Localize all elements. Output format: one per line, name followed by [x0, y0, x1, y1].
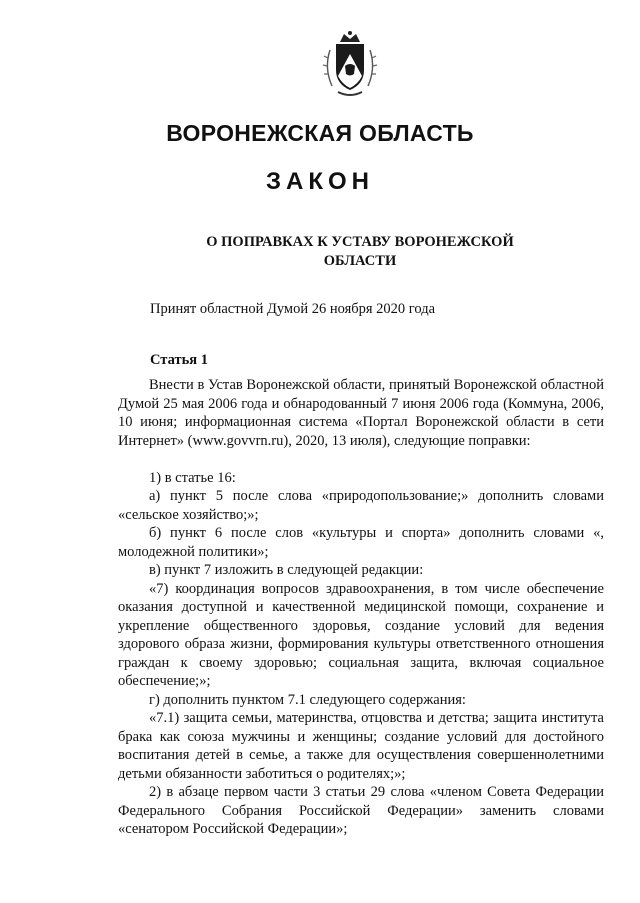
law-subtitle: О ПОПРАВКАХ К УСТАВУ ВОРОНЕЖСКОЙ ОБЛАСТИ	[206, 234, 514, 269]
paragraph: г) дополнить пунктом 7.1 следующего содержания:	[149, 691, 466, 708]
paragraph: «7) координация вопросов здравоохранения, в том числе обеспечение оказания доступной и качественной медицинской помощи, сохранение и укрепление общественного здоровья, создание условий для ведения здорового образа жизни, формирования культуры ответственного отношения граждан к своему здоровью; социальная защита, включая социальное обеспечение;»;	[118, 580, 604, 689]
article-heading: Статья 1	[150, 352, 208, 368]
paragraph: 2) в абзаце первом части 3 статьи 29 слова «членом Совета Федерации Федерального Собрания Российской Федерации» заменить словами «сенатором Российской Федерации»;	[118, 784, 604, 837]
paragraph: 1) в статье 16:	[149, 469, 236, 486]
paragraph: а) пункт 5 после слова «природопользование;» дополнить словами «сельское хозяйство;»;	[118, 488, 604, 523]
paragraph: «7.1) защита семьи, материнства, отцовства и детства; защита института брака как союза мужчины и женщины; создание условий для достойного воспитания детей в семье, а также для осуществления совершеннолетними детьми обязанности заботиться о родителях;»;	[118, 710, 604, 782]
paragraph: б) пункт 6 после слов «культуры и спорта» дополнить словами «, молодежной политики»;	[118, 525, 604, 560]
paragraph: Внести в Устав Воронежской области, принятый Воронежской областной Думой 25 мая 2006 года и обнародованный 7 июня 2006 года (Коммуна, 2006, 10 июня; информационная система «Портал Воронежской области в сети Интернет» (www.govvrn.ru), 2020, 13 июля), следующие поправки:	[118, 377, 604, 449]
coat-of-arms-icon	[318, 28, 382, 100]
document-type-title: ЗАКОН	[265, 168, 374, 195]
region-title: ВОРОНЕЖСКАЯ ОБЛАСТЬ	[166, 120, 474, 146]
adoption-date-line: Принят областной Думой 26 ноября 2020 года	[150, 301, 436, 317]
paragraph: в) пункт 7 изложить в следующей редакции:	[149, 562, 424, 578]
article-body	[118, 376, 604, 839]
